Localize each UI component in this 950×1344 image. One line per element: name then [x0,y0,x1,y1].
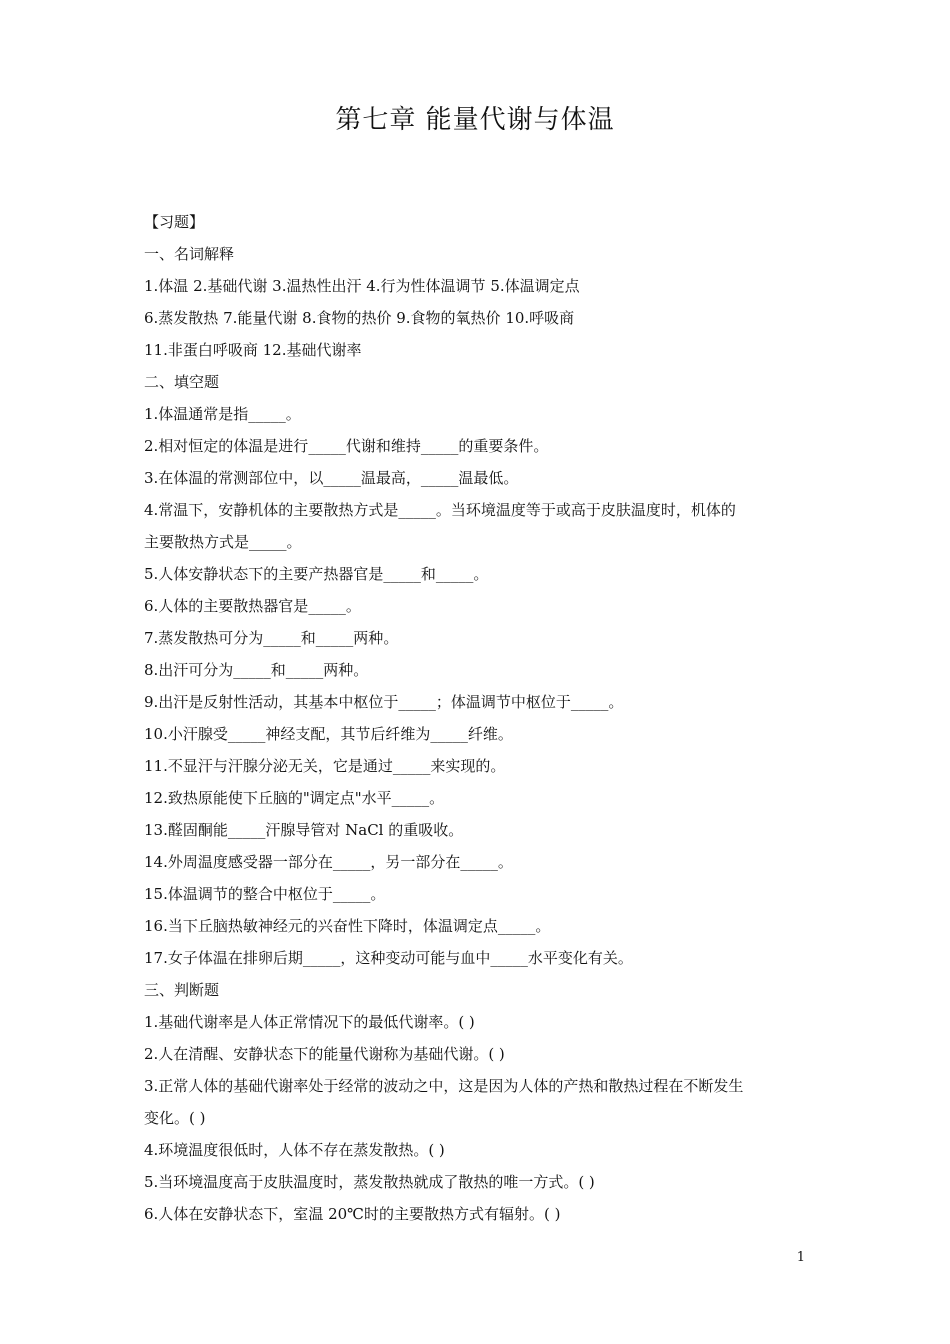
text-line: 6.人体的主要散热器官是_____。 [144,597,361,615]
text-line: 3.在体温的常测部位中，以_____温最高，_____温最低。 [144,469,519,487]
text-line: 二、填空题 [144,373,220,391]
text-line: 4.常温下，安静机体的主要散热方式是_____。当环境温度等于或高于皮肤温度时，机体的 [144,501,736,519]
text-line: 1.基础代谢率是人体正常情况下的最低代谢率。( ) [144,1013,475,1031]
text-line: 6.人体在安静状态下，室温 20℃时的主要散热方式有辐射。( ) [144,1205,561,1223]
document-body [144,206,810,1230]
text-line: 一、名词解释 [144,245,235,263]
text-line: 4.环境温度很低时，人体不存在蒸发散热。( ) [144,1141,445,1159]
text-line: 变化。( ) [144,1109,206,1127]
text-line: 16.当下丘脑热敏神经元的兴奋性下降时，体温调定点_____。 [144,917,551,935]
text-line: 11.非蛋白呼吸商 12.基础代谢率 [144,341,362,359]
text-line: 11.不显汗与汗腺分泌无关，它是通过_____来实现的。 [144,757,506,775]
text-line: 3.正常人体的基础代谢率处于经常的波动之中，这是因为人体的产热和散热过程在不断发生 [144,1077,744,1095]
page-title: 第七章 能量代谢与体温 [335,105,615,135]
text-line: 5.当环境温度高于皮肤温度时，蒸发散热就成了散热的唯一方式。( ) [144,1173,595,1191]
text-line: 15.体温调节的整合中枢位于_____。 [144,885,386,903]
text-line: 1.体温 2.基础代谢 3.温热性出汗 4.行为性体温调节 5.体温调定点 [144,277,580,295]
text-line: 7.蒸发散热可分为_____和_____两种。 [144,629,399,647]
page-number: 1 [796,1250,805,1265]
text-line: 8.出汗可分为_____和_____两种。 [144,661,369,679]
text-line: 17.女子体温在排卵后期_____，这种变动可能与血中_____水平变化有关。 [144,949,633,967]
text-line: 12.致热原能使下丘脑的"调定点"水平_____。 [144,789,445,807]
text-line: 【习题】 [144,213,205,231]
text-line: 6.蒸发散热 7.能量代谢 8.食物的热价 9.食物的氧热价 10.呼吸商 [144,309,575,327]
text-line: 14.外周温度感受器一部分在_____，另一部分在_____。 [144,853,513,871]
text-line: 5.人体安静状态下的主要产热器官是_____和_____。 [144,565,489,583]
text-line: 2.人在清醒、安静状态下的能量代谢称为基础代谢。( ) [144,1045,505,1063]
text-line: 10.小汗腺受_____神经支配，其节后纤维为_____纤维。 [144,725,513,743]
text-line: 1.体温通常是指_____。 [144,405,301,423]
text-line: 主要散热方式是_____。 [144,533,302,551]
text-line: 9.出汗是反射性活动，其基本中枢位于_____；体温调节中枢位于_____。 [144,693,624,711]
text-line: 2.相对恒定的体温是进行_____代谢和维持_____的重要条件。 [144,437,549,455]
text-line: 三、判断题 [144,981,220,999]
text-line: 13.醛固酮能_____汗腺导管对 NaCl 的重吸收。 [144,821,464,839]
